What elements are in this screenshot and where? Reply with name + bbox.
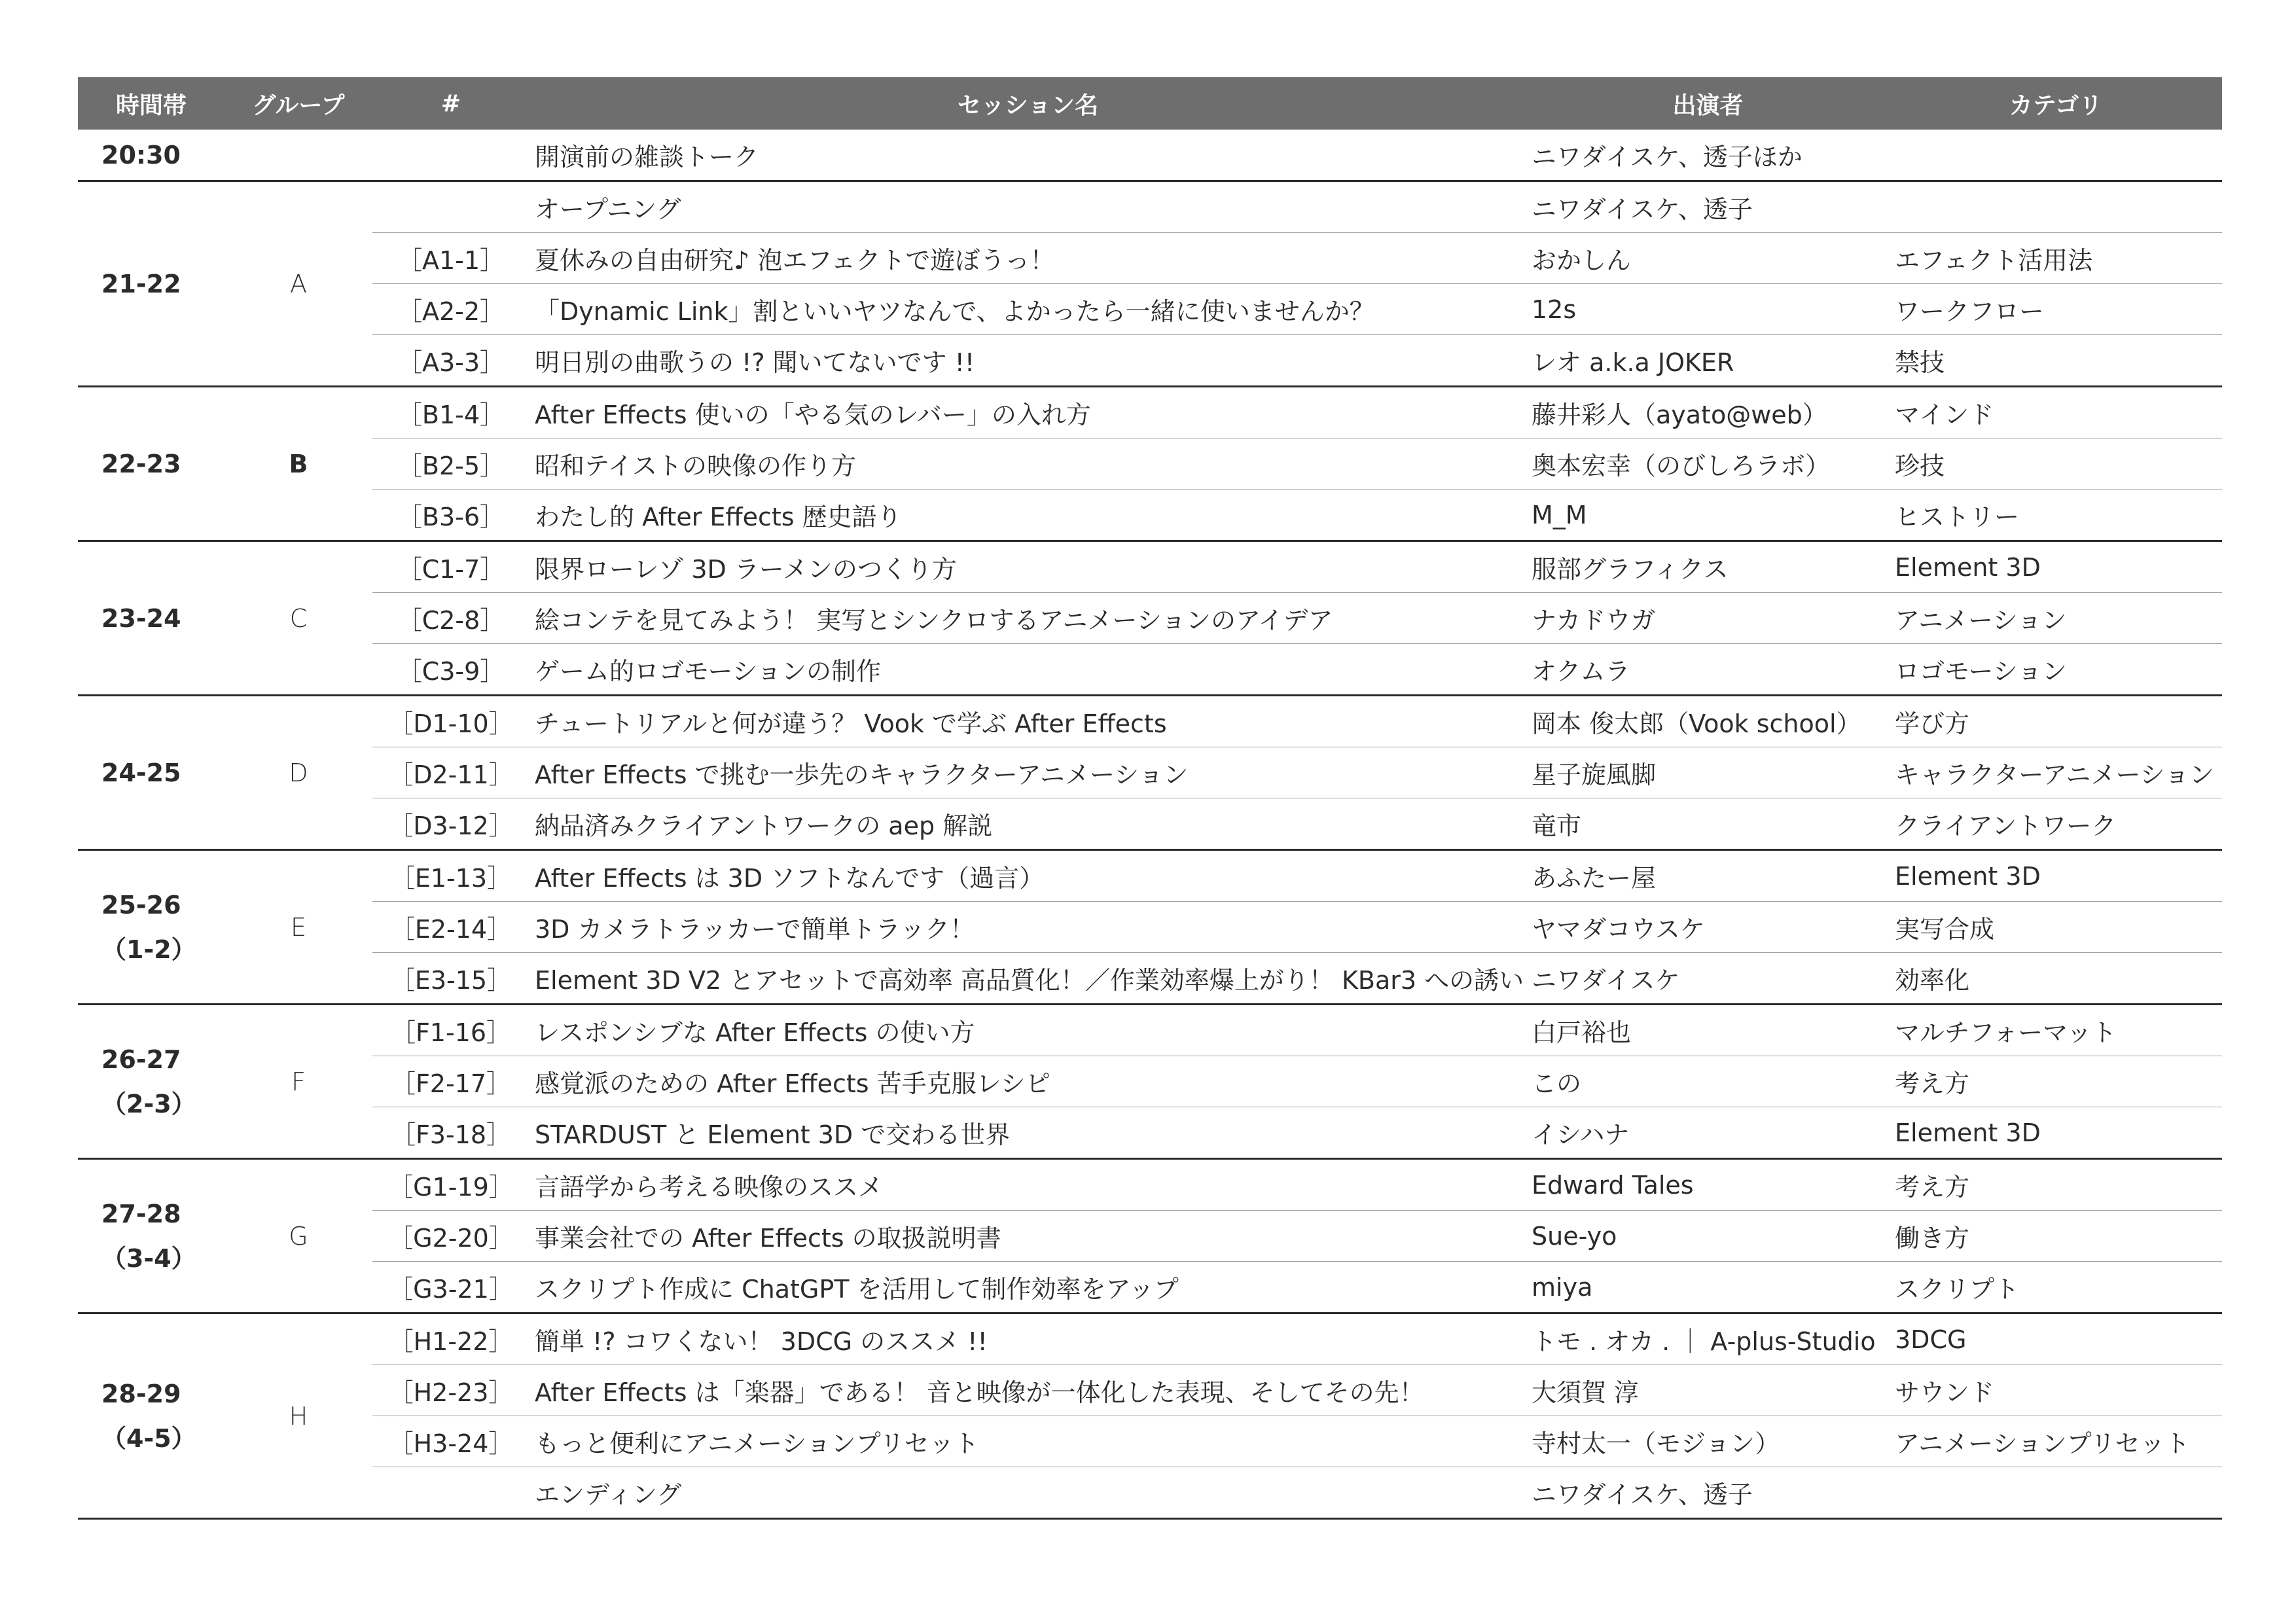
category-label xyxy=(1890,181,2222,233)
category-label: Element 3D xyxy=(1890,850,2222,902)
session-code: ［G3-21］ xyxy=(372,1262,529,1313)
category-label: Element 3D xyxy=(1890,541,2222,593)
session-title: 納品済みクライアントワークの aep 解説 xyxy=(529,798,1526,850)
speaker-name: トモ . オカ . ｜ A-plus-Studio xyxy=(1526,1313,1890,1365)
group-label: F xyxy=(224,1005,372,1159)
category-label: アニメーションプリセット xyxy=(1890,1416,2222,1467)
category-label: ロゴモーション xyxy=(1890,644,2222,696)
table-row xyxy=(78,1159,2222,1211)
header-group: グループ xyxy=(224,77,372,130)
category-label: 考え方 xyxy=(1890,1056,2222,1107)
table-row xyxy=(78,1467,2222,1519)
category-label: 3DCG xyxy=(1890,1313,2222,1365)
table-row xyxy=(78,1005,2222,1056)
session-title: After Effects は 3D ソフトなんです（過言） xyxy=(529,850,1526,902)
session-code: ［G2-20］ xyxy=(372,1211,529,1262)
category-label: スクリプト xyxy=(1890,1262,2222,1313)
session-code xyxy=(372,181,529,233)
time-slot: 21-22 xyxy=(78,181,224,387)
session-code: ［D1-10］ xyxy=(372,696,529,747)
session-title: 限界ローレゾ 3D ラーメンのつくり方 xyxy=(529,541,1526,593)
time-slot: 22-23 xyxy=(78,387,224,541)
table-row xyxy=(78,1107,2222,1159)
table-row xyxy=(78,438,2222,490)
category-label: 働き方 xyxy=(1890,1211,2222,1262)
session-title: 絵コンテを見てみよう！ 実写とシンクロするアニメーションのアイデア xyxy=(529,593,1526,644)
speaker-name: 藤井彩人（ayato@web） xyxy=(1526,387,1890,438)
table-row xyxy=(78,1056,2222,1107)
group-label: E xyxy=(224,850,372,1005)
category-label: ワークフロー xyxy=(1890,284,2222,335)
time-slot: 25-26 （1-2） xyxy=(78,850,224,1005)
session-code: ［D3-12］ xyxy=(372,798,529,850)
session-code: ［B1-4］ xyxy=(372,387,529,438)
session-code: ［H1-22］ xyxy=(372,1313,529,1365)
category-label: 学び方 xyxy=(1890,696,2222,747)
session-code: ［F3-18］ xyxy=(372,1107,529,1159)
session-title: 明日別の曲歌うの !? 聞いてないです !! xyxy=(529,335,1526,387)
table-row xyxy=(78,644,2222,696)
header-time: 時間帯 xyxy=(78,77,224,130)
table-row xyxy=(78,1262,2222,1313)
header-speaker: 出演者 xyxy=(1526,77,1890,130)
category-label: ヒストリー xyxy=(1890,490,2222,541)
category-label: 禁技 xyxy=(1890,335,2222,387)
session-title: わたし的 After Effects 歴史語り xyxy=(529,490,1526,541)
session-title: 簡単 !? コワくない！ 3DCG のススメ !! xyxy=(529,1313,1526,1365)
table-row xyxy=(78,696,2222,747)
table-row xyxy=(78,1211,2222,1262)
table-row xyxy=(78,902,2222,953)
category-label: 珍技 xyxy=(1890,438,2222,490)
time-slot: 23-24 xyxy=(78,541,224,696)
header-row xyxy=(78,77,2222,130)
session-code: ［F1-16］ xyxy=(372,1005,529,1056)
table-row xyxy=(78,335,2222,387)
speaker-name: 12s xyxy=(1526,284,1890,335)
speaker-name: 白戸裕也 xyxy=(1526,1005,1890,1056)
group-label: H xyxy=(224,1313,372,1519)
session-code xyxy=(372,1467,529,1519)
schedule-table xyxy=(78,77,2222,1520)
speaker-name: ニワダイスケ、透子ほか xyxy=(1526,130,1890,181)
session-code xyxy=(372,130,529,181)
table-row xyxy=(78,850,2222,902)
category-label xyxy=(1890,1467,2222,1519)
category-label: 効率化 xyxy=(1890,953,2222,1005)
speaker-name: ナカドウガ xyxy=(1526,593,1890,644)
speaker-name: miya xyxy=(1526,1262,1890,1313)
session-title: 感覚派のための After Effects 苦手克服レシピ xyxy=(529,1056,1526,1107)
session-title: チュートリアルと何が違う？ Vook で学ぶ After Effects xyxy=(529,696,1526,747)
header-number: # xyxy=(372,77,529,130)
time-slot: 24-25 xyxy=(78,696,224,850)
session-title: 「Dynamic Link」割といいヤツなんで、よかったら一緒に使いませんか？ xyxy=(529,284,1526,335)
speaker-name: 服部グラフィクス xyxy=(1526,541,1890,593)
session-code: ［F2-17］ xyxy=(372,1056,529,1107)
time-slot: 20:30 xyxy=(78,130,224,181)
speaker-name: M_M xyxy=(1526,490,1890,541)
session-title: ゲーム的ロゴモーションの制作 xyxy=(529,644,1526,696)
speaker-name: ヤマダコウスケ xyxy=(1526,902,1890,953)
session-title: After Effects 使いの「やる気のレバー」の入れ方 xyxy=(529,387,1526,438)
session-code: ［H3-24］ xyxy=(372,1416,529,1467)
group-label: G xyxy=(224,1159,372,1313)
category-label: サウンド xyxy=(1890,1365,2222,1416)
session-title: 3D カメラトラッカーで簡単トラック！ xyxy=(529,902,1526,953)
session-code: ［C1-7］ xyxy=(372,541,529,593)
session-title: Element 3D V2 とアセットで高効率 高品質化！／作業効率爆上がり！ KBar3 への誘い xyxy=(529,953,1526,1005)
session-title: 言語学から考える映像のススメ xyxy=(529,1159,1526,1211)
category-label: キャラクターアニメーション xyxy=(1890,747,2222,798)
session-code: ［B3-6］ xyxy=(372,490,529,541)
speaker-name: 寺村太一（モジョン） xyxy=(1526,1416,1890,1467)
group-label: A xyxy=(224,181,372,387)
session-title: もっと便利にアニメーションプリセット xyxy=(529,1416,1526,1467)
category-label: マルチフォーマット xyxy=(1890,1005,2222,1056)
session-code: ［A1-1］ xyxy=(372,233,529,284)
category-label: マインド xyxy=(1890,387,2222,438)
table-row xyxy=(78,387,2222,438)
speaker-name: ニワダイスケ xyxy=(1526,953,1890,1005)
session-title: オープニング xyxy=(529,181,1526,233)
category-label: エフェクト活用法 xyxy=(1890,233,2222,284)
session-title: スクリプト作成に ChatGPT を活用して制作効率をアップ xyxy=(529,1262,1526,1313)
speaker-name: 竜市 xyxy=(1526,798,1890,850)
group-label: C xyxy=(224,541,372,696)
table-row xyxy=(78,593,2222,644)
category-label: Element 3D xyxy=(1890,1107,2222,1159)
session-code: ［E1-13］ xyxy=(372,850,529,902)
category-label: アニメーション xyxy=(1890,593,2222,644)
speaker-name: 奥本宏幸（のびしろラボ） xyxy=(1526,438,1890,490)
session-code: ［G1-19］ xyxy=(372,1159,529,1211)
table-row xyxy=(78,1313,2222,1365)
speaker-name: ニワダイスケ、透子 xyxy=(1526,1467,1890,1519)
speaker-name: ニワダイスケ、透子 xyxy=(1526,181,1890,233)
session-title: レスポンシブな After Effects の使い方 xyxy=(529,1005,1526,1056)
speaker-name: この xyxy=(1526,1056,1890,1107)
session-code: ［C2-8］ xyxy=(372,593,529,644)
session-title: After Effects は「楽器」である！ 音と映像が一体化した表現、そしてその先！ xyxy=(529,1365,1526,1416)
session-code: ［E2-14］ xyxy=(372,902,529,953)
session-title: STARDUST と Element 3D で交わる世界 xyxy=(529,1107,1526,1159)
table-row xyxy=(78,130,2222,181)
time-slot: 26-27 （2-3） xyxy=(78,1005,224,1159)
header-session-title: セッション名 xyxy=(529,77,1526,130)
speaker-name: Sue-yo xyxy=(1526,1211,1890,1262)
category-label: 考え方 xyxy=(1890,1159,2222,1211)
table-row xyxy=(78,953,2222,1005)
session-title: 開演前の雑談トーク xyxy=(529,130,1526,181)
group-label: B xyxy=(224,387,372,541)
time-slot: 28-29 （4-5） xyxy=(78,1313,224,1519)
group-label: D xyxy=(224,696,372,850)
session-code: ［H2-23］ xyxy=(372,1365,529,1416)
session-code: ［E3-15］ xyxy=(372,953,529,1005)
table-row xyxy=(78,541,2222,593)
category-label: 実写合成 xyxy=(1890,902,2222,953)
speaker-name: オクムラ xyxy=(1526,644,1890,696)
speaker-name: イシハナ xyxy=(1526,1107,1890,1159)
session-code: ［C3-9］ xyxy=(372,644,529,696)
category-label: クライアントワーク xyxy=(1890,798,2222,850)
session-title: 夏休みの自由研究♪ 泡エフェクトで遊ぼうっ！ xyxy=(529,233,1526,284)
speaker-name: 岡本 俊太郎（Vook school） xyxy=(1526,696,1890,747)
table-row xyxy=(78,284,2222,335)
session-title: 昭和テイストの映像の作り方 xyxy=(529,438,1526,490)
speaker-name: おかしん xyxy=(1526,233,1890,284)
table-row xyxy=(78,233,2222,284)
session-title: エンディング xyxy=(529,1467,1526,1519)
session-code: ［A2-2］ xyxy=(372,284,529,335)
speaker-name: レオ a.k.a JOKER xyxy=(1526,335,1890,387)
table-row xyxy=(78,1365,2222,1416)
session-code: ［B2-5］ xyxy=(372,438,529,490)
group-label xyxy=(224,130,372,181)
header-category: カテゴリ xyxy=(1890,77,2222,130)
table-row xyxy=(78,798,2222,850)
table-row xyxy=(78,1416,2222,1467)
session-code: ［D2-11］ xyxy=(372,747,529,798)
category-label xyxy=(1890,130,2222,181)
table-row xyxy=(78,747,2222,798)
speaker-name: 星子旋風脚 xyxy=(1526,747,1890,798)
table-row xyxy=(78,181,2222,233)
time-slot: 27-28 （3-4） xyxy=(78,1159,224,1313)
speaker-name: 大須賀 淳 xyxy=(1526,1365,1890,1416)
session-code: ［A3-3］ xyxy=(372,335,529,387)
table-row xyxy=(78,490,2222,541)
speaker-name: Edward Tales xyxy=(1526,1159,1890,1211)
session-title: After Effects で挑む一歩先のキャラクターアニメーション xyxy=(529,747,1526,798)
speaker-name: あふたー屋 xyxy=(1526,850,1890,902)
session-title: 事業会社での After Effects の取扱説明書 xyxy=(529,1211,1526,1262)
